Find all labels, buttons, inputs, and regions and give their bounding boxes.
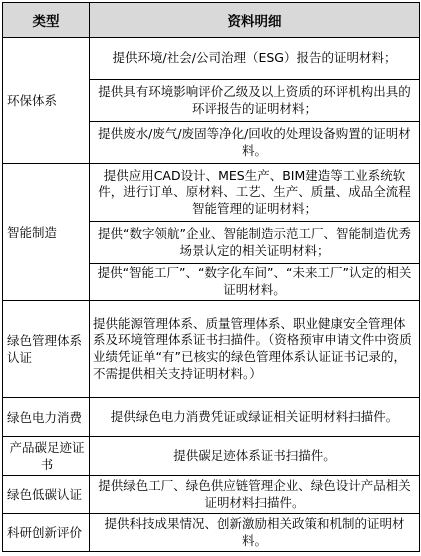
table-row <box>3 398 420 437</box>
header-details: 资料明细 <box>90 3 420 38</box>
detail-cell: 提供绿色电力消费凭证或绿证相关证明材料扫描件。 <box>90 398 420 437</box>
detail-cell: 提供废水/废气/废固等净化/回收的处理设备购置的证明材料。 <box>90 122 420 164</box>
requirements-table <box>2 2 420 552</box>
category-cell: 环保体系 <box>3 38 90 164</box>
category-cell: 科研创新评价 <box>3 514 90 552</box>
table-row <box>3 437 420 476</box>
table-header-row <box>3 3 420 38</box>
category-cell: 产品碳足迹证书 <box>3 437 90 476</box>
category-cell: 绿色低碳认证 <box>3 476 90 514</box>
header-type: 类型 <box>3 3 90 38</box>
category-cell: 绿色管理体系认证 <box>3 301 90 398</box>
table-row <box>3 164 420 222</box>
detail-cell: 提供应用CAD设计、MES生产、BIM建造等工业系统软件，进行订单、原材料、工艺、生产、质量、成品全流程智能管理的证明材料； <box>90 164 420 222</box>
detail-cell: 提供科技成果情况、创新激励相关政策和机制的证明材料。 <box>90 514 420 552</box>
detail-cell: 提供具有环境影响评价乙级及以上资质的环评机构出具的环评报告的证明材料； <box>90 80 420 122</box>
detail-cell: 提供“数字领航”企业、智能制造示范工厂、智能制造优秀场景认定的相关证明材料； <box>90 222 420 264</box>
detail-cell: 提供能源管理体系、质量管理体系、职业健康安全管理体系及环境管理体系证书扫描件。（资格预审申请文件中资质业绩凭证单“有”已核实的绿色管理体系认证证书记录的，不需提供相关支持证明材料。） <box>90 301 420 398</box>
table-row <box>3 514 420 552</box>
detail-cell: 提供“智能工厂”、“数字化车间”、“未来工厂”认定的相关证明材料。 <box>90 264 420 301</box>
table-row <box>3 476 420 514</box>
table-row <box>3 38 420 80</box>
detail-cell: 提供绿色工厂、绿色供应链管理企业、绿色设计产品相关证明材料扫描件。 <box>90 476 420 514</box>
detail-cell: 提供环境/社会/公司治理（ESG）报告的证明材料； <box>90 38 420 80</box>
detail-cell: 提供碳足迹体系证书扫描件。 <box>90 437 420 476</box>
category-cell: 智能制造 <box>3 164 90 301</box>
category-cell: 绿色电力消费 <box>3 398 90 437</box>
table-row <box>3 301 420 398</box>
